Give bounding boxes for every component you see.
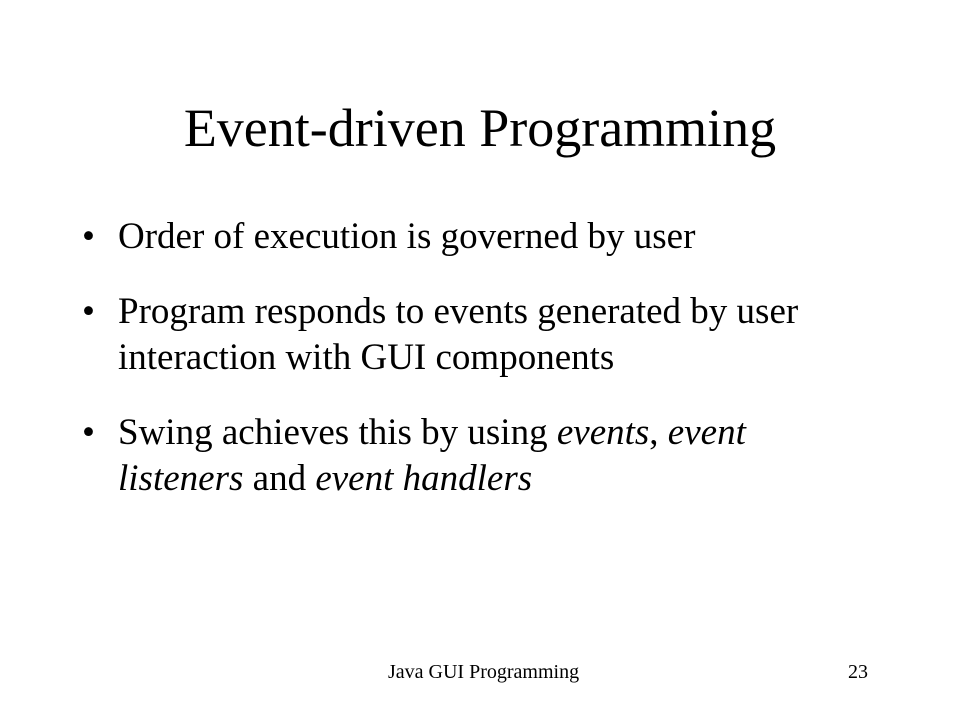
- bullet-1-text: Order of execution is governed by user: [118, 216, 696, 257]
- bullet-item-1: [82, 214, 872, 260]
- bullet-3-events-term: events: [556, 412, 650, 453]
- bullet-text-3: [118, 412, 746, 499]
- bullet-3-text-part-2: ,: [649, 412, 668, 453]
- bullet-list: [82, 214, 872, 531]
- page-number: 23: [848, 661, 868, 683]
- bullet-icon: •: [82, 291, 95, 332]
- bullet-3-text-part-1: Swing achieves this by using: [118, 412, 557, 453]
- bullet-icon: •: [82, 412, 95, 453]
- bullet-item-3: [82, 410, 872, 502]
- bullet-3-event-handlers-term: event handlers: [315, 458, 533, 499]
- bullet-icon: •: [82, 216, 95, 257]
- bullet-text-1: [118, 216, 695, 257]
- bullet-item-2: [82, 289, 872, 381]
- slide-title: Event-driven Programming: [183, 98, 777, 158]
- bullet-3-event-listeners-term: event listeners: [118, 412, 746, 499]
- bullet-text-2: [118, 291, 798, 378]
- bullet-2-text: Program responds to events generated by user interaction with GUI components: [118, 291, 799, 378]
- bullet-3-text-part-3: and: [243, 458, 316, 499]
- footer-title: Java GUI Programming: [388, 661, 580, 683]
